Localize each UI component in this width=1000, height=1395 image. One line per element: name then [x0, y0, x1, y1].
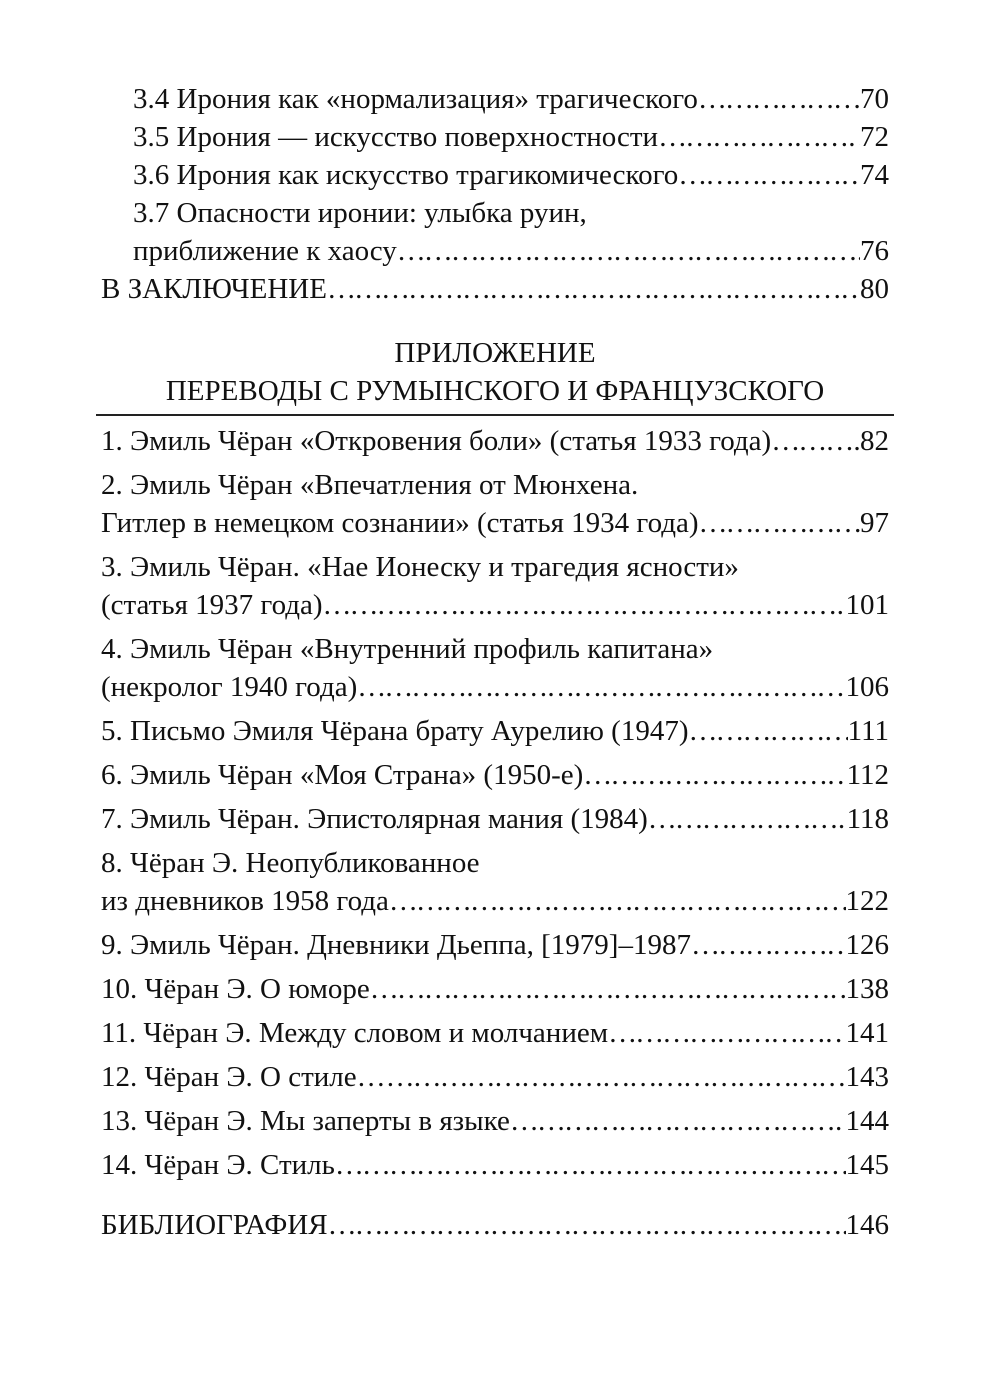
- entry-title: приближение к хаосу: [133, 235, 397, 267]
- entry-title: 5. Письмо Эмиля Чёрана брату Аурелию (1947): [101, 715, 689, 747]
- dot-leader: [510, 1102, 846, 1140]
- dot-leader: [771, 422, 860, 460]
- dot-leader: [327, 270, 860, 308]
- entry-title-line1: 4. Эмиль Чёран «Внутренний профиль капитана»: [101, 633, 714, 665]
- entry-page: 144: [845, 1105, 889, 1137]
- entry-title-line2-row: [101, 232, 889, 270]
- entry-title-line2-row: [101, 668, 889, 706]
- entry-title: 14. Чёран Э. Стиль: [101, 1149, 335, 1181]
- dot-leader: [678, 156, 860, 194]
- dot-leader: [688, 712, 847, 750]
- entry-title-line2-row: [101, 504, 889, 542]
- dot-leader: [370, 970, 846, 1008]
- dot-leader: [328, 1206, 846, 1244]
- entry-title-line2-row: [101, 882, 889, 920]
- entry-title: 3.4 Ирония как «нормализация» трагического: [133, 83, 698, 115]
- entry-title-line1: 8. Чёран Э. Неопубликованное: [101, 847, 480, 879]
- entry-title-line1: 3.7 Опасности иронии: улыбка руин,: [133, 197, 587, 229]
- entry-title: 3.5 Ирония — искусство поверхностности: [133, 121, 659, 153]
- dot-leader: [698, 80, 860, 118]
- entry-page: 146: [845, 1209, 889, 1241]
- entry-title: 7. Эмиль Чёран. Эпистолярная мания (1984): [101, 803, 648, 835]
- toc-entry: [101, 1014, 889, 1052]
- toc-entry-multiline: [101, 630, 889, 706]
- dot-leader: [389, 882, 846, 920]
- dot-leader: [583, 756, 846, 794]
- toc-entry-multiline: [101, 194, 889, 270]
- entry-page: 101: [845, 589, 889, 621]
- entry-page: 72: [860, 121, 889, 153]
- entry-title-line2-row: [101, 586, 889, 624]
- toc-entry: [101, 800, 889, 838]
- entry-page: 74: [860, 159, 889, 191]
- entry-title: 3.6 Ирония как искусство трагикомического: [133, 159, 679, 191]
- appendix-heading: ПРИЛОЖЕНИЕ: [394, 337, 596, 369]
- toc-entry: [101, 156, 889, 194]
- entry-page: 112: [846, 759, 889, 791]
- entry-page: 70: [860, 83, 889, 115]
- entry-page: 82: [860, 425, 889, 457]
- toc-entry: [101, 1146, 889, 1184]
- entry-title: 1. Эмиль Чёран «Откровения боли» (статья 1933 года): [101, 425, 772, 457]
- entry-page: 141: [845, 1017, 889, 1049]
- entry-title: Гитлер в немецком сознании» (статья 1934 года): [101, 507, 699, 539]
- toc-entry: [101, 422, 889, 460]
- entry-title: 13. Чёран Э. Мы заперты в языке: [101, 1105, 510, 1137]
- dot-leader: [699, 504, 860, 542]
- toc-entry: [101, 712, 889, 750]
- entry-page: 118: [846, 803, 889, 835]
- toc-entry-bibliography: [101, 1206, 889, 1244]
- entry-title: 6. Эмиль Чёран «Моя Страна» (1950-е): [101, 759, 584, 791]
- appendix-subheading: ПЕРЕВОДЫ С РУМЫНСКОГО И ФРАНЦУЗСКОГО: [165, 375, 825, 407]
- entry-title: из дневников 1958 года: [101, 885, 389, 917]
- entry-title: (некролог 1940 года): [101, 671, 358, 703]
- toc-entry: [101, 80, 889, 118]
- entry-title: БИБЛИОГРАФИЯ: [101, 1209, 328, 1241]
- toc-entry: [101, 756, 889, 794]
- entry-page: 143: [845, 1061, 889, 1093]
- entry-page: 76: [860, 235, 889, 267]
- toc-entry-multiline: [101, 548, 889, 624]
- dot-leader: [648, 800, 847, 838]
- dot-leader: [386, 1058, 846, 1096]
- entry-title: (статья 1937 года): [101, 589, 323, 621]
- entry-title: В ЗАКЛЮЧЕНИЕ: [101, 273, 327, 305]
- dot-leader: [397, 232, 860, 270]
- toc-entry: [101, 970, 889, 1008]
- dot-leader: [323, 586, 846, 624]
- entry-page: 97: [860, 507, 889, 539]
- toc-entry-multiline: [101, 844, 889, 920]
- entry-title: 11. Чёран Э. Между словом и молчанием: [101, 1017, 609, 1049]
- dot-leader: [335, 1146, 846, 1184]
- table-of-contents: [101, 80, 889, 1244]
- entry-page: 138: [845, 973, 889, 1005]
- dot-leader: [608, 1014, 845, 1052]
- entry-page: 111: [847, 715, 889, 747]
- entry-title: 12. Чёран Э. О стиле…: [101, 1061, 386, 1093]
- entry-title: 9. Эмиль Чёран. Дневники Дьеппа, [1979]–1987: [101, 929, 691, 961]
- toc-entry: [101, 1102, 889, 1140]
- entry-title-line1: 3. Эмиль Чёран. «Нае Ионеску и трагедия ясности»: [101, 551, 739, 583]
- toc-entry: [101, 1058, 889, 1096]
- toc-entry: [101, 118, 889, 156]
- dot-leader: [658, 118, 860, 156]
- toc-entry: [101, 926, 889, 964]
- toc-entry-conclusion: [101, 270, 889, 308]
- dot-leader: [691, 926, 846, 964]
- entry-page: 106: [845, 671, 889, 703]
- entry-page: 80: [860, 273, 889, 305]
- entry-page: 126: [845, 929, 889, 961]
- entry-page: 122: [845, 885, 889, 917]
- entry-page: 145: [845, 1149, 889, 1181]
- entry-title: 10. Чёран Э. О юморе: [101, 973, 370, 1005]
- dot-leader: [357, 668, 845, 706]
- entry-title-line1: 2. Эмиль Чёран «Впечатления от Мюнхена.: [101, 469, 639, 501]
- toc-entry-multiline: [101, 466, 889, 542]
